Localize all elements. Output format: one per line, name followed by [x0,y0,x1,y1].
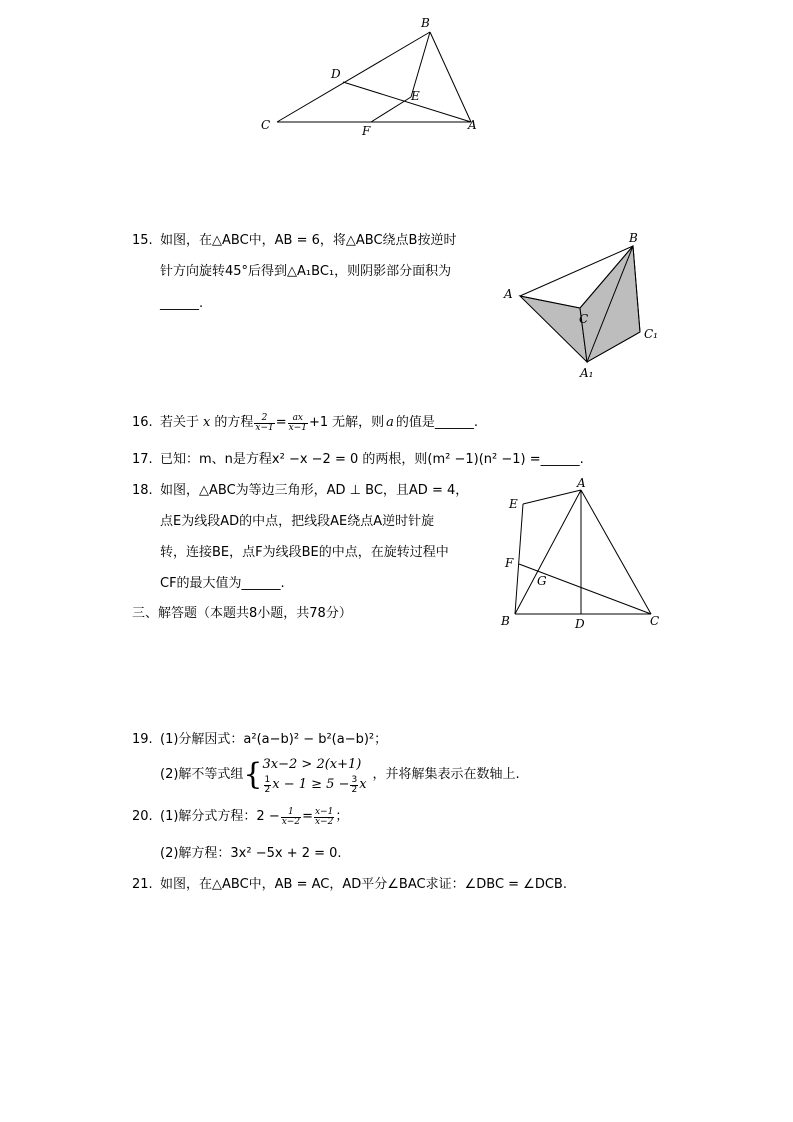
q15-line2: 针方向旋转45°后得到△A₁BC₁，则阴影部分面积为 [160,264,452,279]
q16-var-x: x [203,415,211,430]
q15-answer-blank: ______. [160,296,204,311]
q15-label-B: B [629,231,638,245]
q18-label-B: B [501,614,510,628]
q16-pre: 若关于 [160,415,200,430]
label-A: A [468,118,477,132]
q15-label-C: C [579,312,589,326]
q19-system [263,755,367,795]
q18-line2: 点E为线段AD的中点，把线段AE绕点A逆时针旋 [160,514,435,529]
q18-label-G: G [537,574,547,588]
section-3-heading: 三、解答题（本题共8小题，共78分） [132,606,352,621]
q19-part1: (1)分解因式：a²(a−b)² − b²(a−b)²； [160,732,388,747]
q15-number: 15. [132,233,153,248]
q18-number: 18. [132,483,153,498]
q18-label-D: D [575,617,585,631]
label-E: E [411,89,420,103]
q21-number: 21. [132,877,153,892]
label-F: F [362,124,371,138]
label-B: B [421,16,430,30]
q19-number: 19. [132,732,153,747]
q20-fraction-1: $\frac{1}{x-2}$ [281,806,301,827]
q16-plus1: +1 [308,415,329,430]
q15-label-C1: C₁ [644,327,658,341]
q18-label-E: E [509,497,518,511]
q18-label-F: F [505,556,514,570]
q18-line3: 转，连接BE，点F为线段BE的中点，在旋转过程中 [160,545,449,560]
label-C: C [261,118,271,132]
q16-mid: 的方程 [214,415,254,430]
q15-label-A1: A₁ [580,366,594,380]
q16-tail: 的值是______. [395,415,479,430]
q18-line1: 如图，△ABC为等边三角形，AD ⊥ BC，且AD = 4， [160,483,469,498]
q20-part1: (1)解分式方程：2 − $\frac{1}{x-2}$ = $\frac{x-1}{x-2}$ ； [160,806,349,827]
q18-triangle-figure [495,478,670,636]
top-triangle-figure [255,10,495,140]
q16-post: 无解，则 [332,415,385,430]
q19-part2 [160,752,520,798]
q16-fraction-2: $\frac{ax}{x-1}$ [288,412,307,433]
q21-text: 如图，在△ABC中，AB = AC，AD平分∠BAC求证：∠DBC = ∠DCB. [160,877,567,892]
q19-part2-post: ，并将解集表示在数轴上. [372,767,520,782]
q15-rotation-figure [500,228,675,388]
q20-number: 20. [132,809,153,824]
q19-brace: { [243,757,263,792]
q20-fraction-2: $\frac{x-1}{x-2}$ [314,806,334,827]
q17-text: 已知：m、n是方程x² −x −2 = 0 的两根，则(m² −1)(n² −1) =______. [160,452,584,467]
q18-label-A: A [577,478,586,490]
q19-part2-pre: (2)解不等式组 [160,767,244,782]
q15-label-A: A [504,287,513,301]
q19-inequality-1: 3x−2 > 2(x+1) [262,757,362,772]
q18-label-C: C [650,614,660,628]
q17-number: 17. [132,452,153,467]
q20-part2: (2)解方程：3x² −5x + 2 = 0. [160,846,342,861]
q16-number: 16. [132,415,153,430]
q16-eq: = [275,415,287,430]
q15-line1: 如图，在△ABC中，AB = 6，将△ABC绕点B按逆时 [160,233,457,248]
label-D: D [331,67,341,81]
q16-fraction-1: $\frac{2}{x-1}$ [255,412,274,433]
q16-var-a: a [386,415,394,430]
q19-inequality-2: $\frac{1}{2}$ x − 1 ≥ 5 − $\frac{3}{2}$ x [264,774,367,795]
q18-line4: CF的最大值为______. [160,576,285,591]
q16-text [160,410,478,436]
